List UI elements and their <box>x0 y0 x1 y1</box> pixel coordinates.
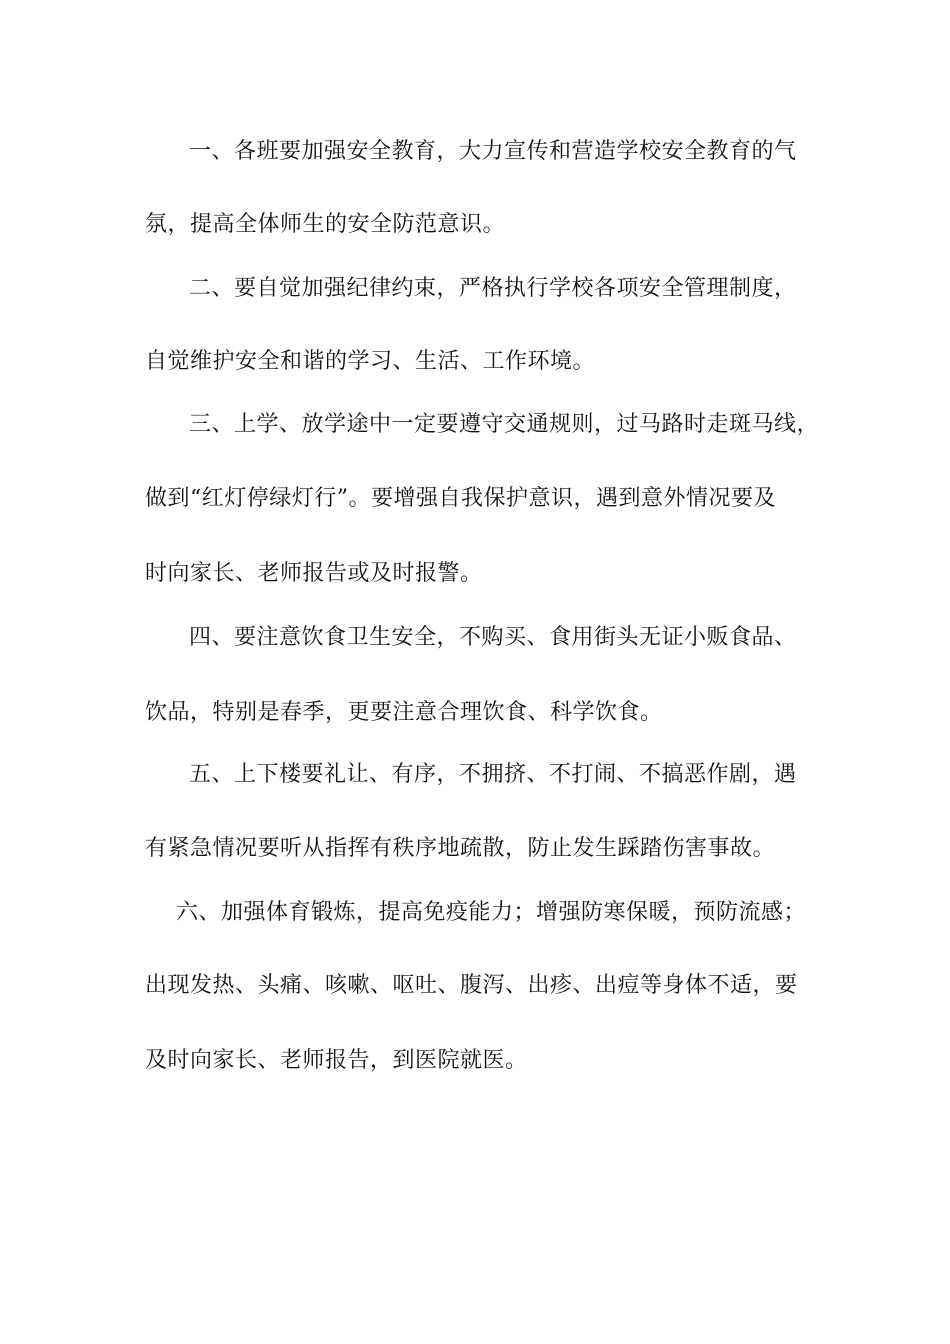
text-line: 及时向家长、老师报告，到医院就医。 <box>145 1048 528 1073</box>
text-line: 五、上下楼要礼让、有序，不拥挤、不打闹、不搞恶作剧，遇 <box>189 762 797 787</box>
text-line: 出现发热、头痛、咳嗽、呕吐、腹泻、出疹、出痘等身体不适，要 <box>145 973 798 998</box>
text-line: 有紧急情况要听从指挥有秩序地疏散，防止发生踩踏伤害事故。 <box>145 836 776 861</box>
text-line: 四、要注意饮食卫生安全，不购买、食用街头无证小贩食品、 <box>189 625 797 650</box>
text-line: 二、要自觉加强纪律约束，严格执行学校各项安全管理制度， <box>189 276 797 301</box>
text-line: 一、各班要加强安全教育，大力宣传和营造学校安全教育的气 <box>189 139 797 164</box>
text-line: 饮品，特别是春季，更要注意合理饮食、科学饮食。 <box>145 700 663 725</box>
text-line: 六、加强体育锻炼，提高免疫能力；增强防寒保暖，预防流感； <box>176 900 807 925</box>
text-line: 三、上学、放学途中一定要遵守交通规则，过马路时走斑马线， <box>189 412 820 437</box>
text-line: 时向家长、老师报告或及时报警。 <box>145 561 483 586</box>
text-line: 氛，提高全体师生的安全防范意识。 <box>145 212 506 237</box>
text-line: 做到“红灯停绿灯行”。要增强自我保护意识，遇到意外情况要及 <box>145 486 776 511</box>
text-line: 自觉维护安全和谐的学习、生活、工作环境。 <box>145 349 596 374</box>
